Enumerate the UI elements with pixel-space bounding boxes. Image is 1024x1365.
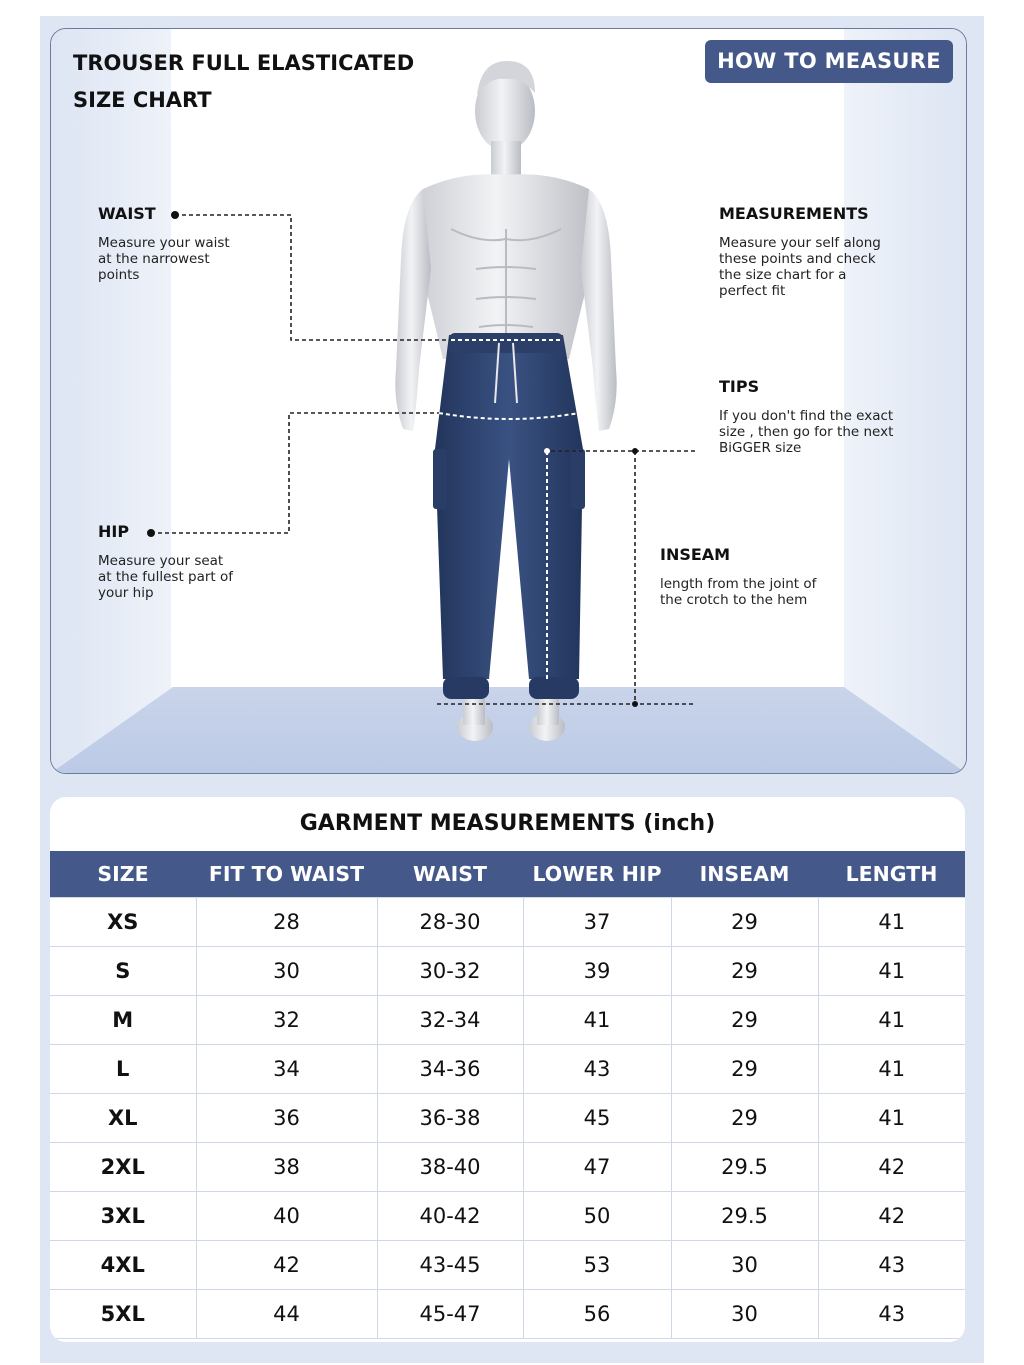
hip-description: Measure your seat at the fullest part of your hip: [98, 553, 234, 601]
chart-title-line1: TROUSER FULL ELASTICATED: [73, 51, 415, 75]
inseam-cell: 29: [671, 898, 818, 947]
length-cell: 42: [818, 1192, 965, 1241]
inseam-cell: 30: [671, 1290, 818, 1339]
table-header-row: [50, 851, 965, 898]
inseam-cell: 29.5: [671, 1192, 818, 1241]
lower-hip-cell: 50: [523, 1192, 671, 1241]
measurements-label: MEASUREMENTS: [719, 204, 869, 223]
lower-hip-cell: 47: [523, 1143, 671, 1192]
chart-title: [73, 45, 414, 119]
inseam-cell: 29: [671, 1094, 818, 1143]
waist-cell: 40-42: [377, 1192, 523, 1241]
table-row: [50, 1045, 965, 1094]
mannequin-figure: [51, 29, 966, 773]
inseam-cell: 29.5: [671, 1143, 818, 1192]
length-cell: 41: [818, 996, 965, 1045]
trousers: [435, 335, 583, 679]
column-header-length: LENGTH: [818, 851, 965, 898]
length-cell: 41: [818, 1045, 965, 1094]
fit-to-waist-cell: 44: [196, 1290, 377, 1339]
garment-measurements-panel: [50, 797, 965, 1342]
waist-cell: 36-38: [377, 1094, 523, 1143]
column-header-waist: WAIST: [377, 851, 523, 898]
mannequin-right-arm: [581, 189, 617, 431]
size-table: [50, 851, 965, 1339]
inseam-cell: 30: [671, 1241, 818, 1290]
table-row: [50, 1094, 965, 1143]
fit-to-waist-cell: 40: [196, 1192, 377, 1241]
table-row: [50, 947, 965, 996]
lower-hip-cell: 37: [523, 898, 671, 947]
table-row: [50, 1290, 965, 1339]
fit-to-waist-cell: 30: [196, 947, 377, 996]
hip-guide-line: [151, 413, 441, 533]
waist-cell: 45-47: [377, 1290, 523, 1339]
waist-cell: 28-30: [377, 898, 523, 947]
lower-hip-cell: 43: [523, 1045, 671, 1094]
inseam-label: INSEAM: [660, 545, 731, 564]
size-cell: S: [50, 947, 196, 996]
length-cell: 42: [818, 1143, 965, 1192]
size-cell: 3XL: [50, 1192, 196, 1241]
lower-hip-cell: 39: [523, 947, 671, 996]
length-cell: 43: [818, 1241, 965, 1290]
size-cell: 4XL: [50, 1241, 196, 1290]
length-cell: 41: [818, 898, 965, 947]
table-row: [50, 1143, 965, 1192]
inseam-cell: 29: [671, 996, 818, 1045]
length-cell: 43: [818, 1290, 965, 1339]
table-row: [50, 1241, 965, 1290]
size-cell: 2XL: [50, 1143, 196, 1192]
how-to-measure-button[interactable]: HOW TO MEASURE: [705, 40, 953, 83]
waist-cell: 30-32: [377, 947, 523, 996]
waist-cell: 38-40: [377, 1143, 523, 1192]
column-header-fit-to-waist: FIT TO WAIST: [196, 851, 377, 898]
column-header-inseam: INSEAM: [671, 851, 818, 898]
fit-to-waist-cell: 36: [196, 1094, 377, 1143]
length-cell: 41: [818, 947, 965, 996]
waist-description: Measure your waist at the narrowest points: [98, 235, 230, 283]
lower-hip-cell: 56: [523, 1290, 671, 1339]
inseam-cell: 29: [671, 947, 818, 996]
lower-hip-cell: 53: [523, 1241, 671, 1290]
measure-illustration-panel: [50, 28, 967, 774]
waist-cell: 43-45: [377, 1241, 523, 1290]
fit-to-waist-cell: 34: [196, 1045, 377, 1094]
size-cell: M: [50, 996, 196, 1045]
fit-to-waist-cell: 32: [196, 996, 377, 1045]
tips-description: If you don't find the exact size , then go for the next BiGGER size: [719, 408, 894, 456]
size-cell: XL: [50, 1094, 196, 1143]
lower-hip-cell: 41: [523, 996, 671, 1045]
waist-label: WAIST: [98, 204, 156, 223]
waist-cell: 32-34: [377, 996, 523, 1045]
inseam-description: length from the joint of the crotch to the hem: [660, 576, 817, 608]
fit-to-waist-cell: 28: [196, 898, 377, 947]
column-header-size: SIZE: [50, 851, 196, 898]
mannequin-left-arm: [395, 189, 431, 431]
fit-to-waist-cell: 38: [196, 1143, 377, 1192]
hip-label: HIP: [98, 522, 130, 541]
table-row: [50, 898, 965, 947]
lower-hip-cell: 45: [523, 1094, 671, 1143]
table-row: [50, 1192, 965, 1241]
table-row: [50, 996, 965, 1045]
size-cell: 5XL: [50, 1290, 196, 1339]
fit-to-waist-cell: 42: [196, 1241, 377, 1290]
inseam-cell: 29: [671, 1045, 818, 1094]
table-title: GARMENT MEASUREMENTS (inch): [299, 811, 716, 836]
waist-cell: 34-36: [377, 1045, 523, 1094]
tips-label: TIPS: [719, 377, 760, 396]
length-cell: 41: [818, 1094, 965, 1143]
chart-title-line2: SIZE CHART: [73, 88, 212, 112]
measurements-description: Measure your self along these points and check the size chart for a perfect fit: [719, 235, 881, 299]
size-cell: XS: [50, 898, 196, 947]
column-header-lower-hip: LOWER HIP: [523, 851, 671, 898]
size-cell: L: [50, 1045, 196, 1094]
